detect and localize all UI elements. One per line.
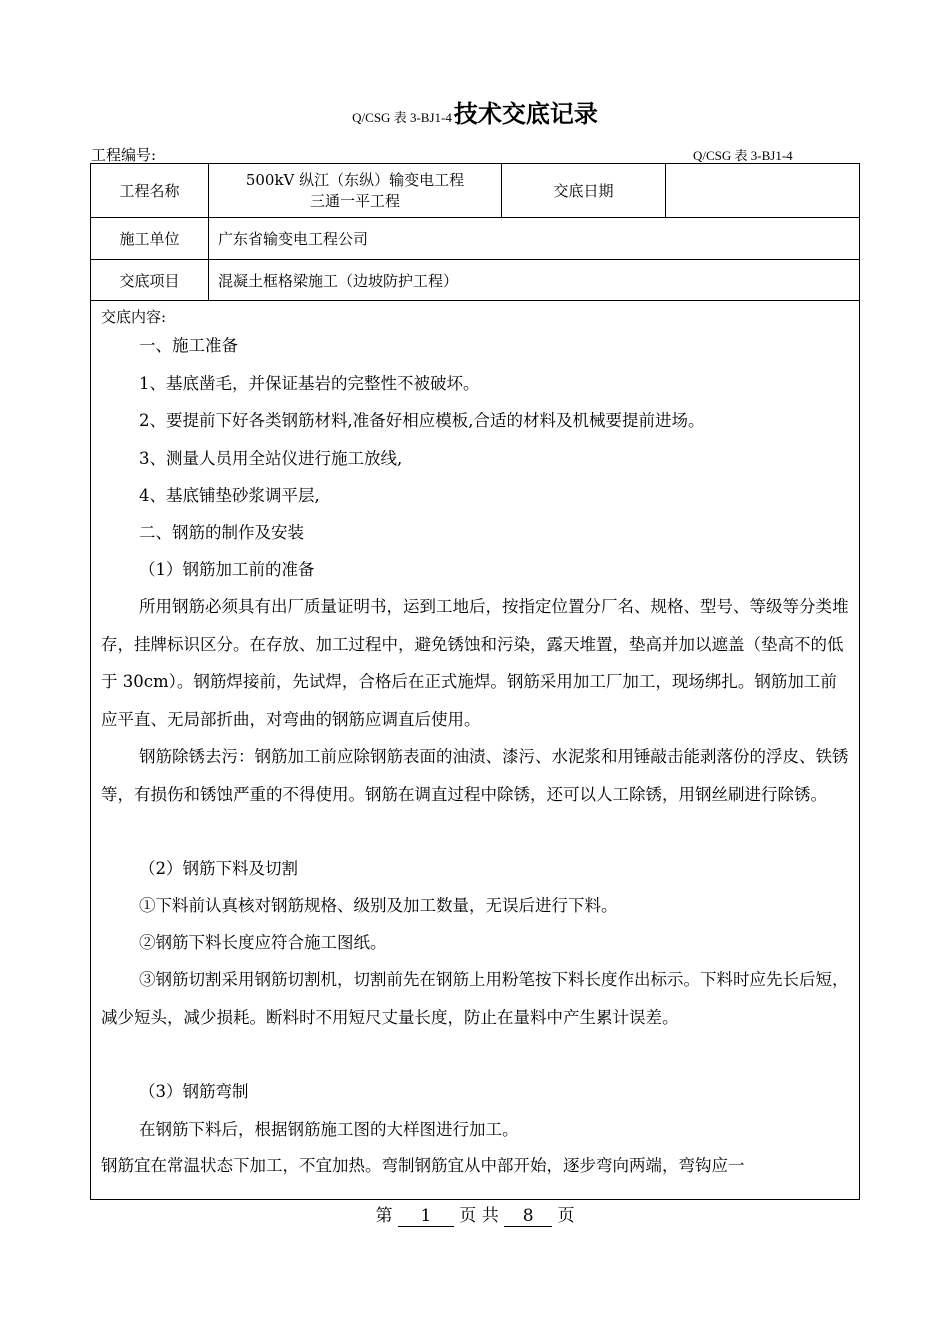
section-heading: 一、施工准备 <box>139 336 238 355</box>
content-paragraph: ①下料前认真核对钢筋规格、级别及加工数量，无误后进行下料。 <box>139 896 618 915</box>
subsection-heading: （2）钢筋下料及切割 <box>139 859 298 878</box>
page-prefix: 第 <box>375 1206 393 1226</box>
subsection-heading: （1）钢筋加工前的准备 <box>139 560 315 579</box>
project-name-line1: 500kV 纵江（东纵）输变电工程 <box>245 170 465 189</box>
briefing-item-value: 混凝土框格梁施工（边坡防护工程） <box>218 271 459 290</box>
form-code: Q/CSG 表 3-BJ1-4 <box>352 110 452 125</box>
content-paragraph: ③钢筋切割采用钢筋切割机，切割前先在钢筋上用粉笔按下料长度作出标示。下料时应先长后短，减少短头，减少损耗。断料时不用短尺丈量长度，防止在量料中产生累计误差。 <box>101 970 849 1027</box>
form-code-right: Q/CSG 表 3-BJ1-4 <box>693 148 793 163</box>
total-pages: 8 <box>504 1206 552 1227</box>
content-paragraph: 4、基底铺垫砂浆调平层, <box>139 486 320 505</box>
content-paragraph: 2、要提前下好各类钢筋材料,准备好相应模板,合适的材料及机械要提前进场。 <box>139 411 705 430</box>
content-paragraph: 所用钢筋必须具有出厂质量证明书，运到工地后，按指定位置分厂名、规格、型号、等级等分类堆存，挂牌标识区分。在存放、加工过程中，避免锈蚀和污染，露天堆置，垫高并加以遮盖（垫高不的低于 30cm）。钢筋焊接前，先试焊，合格后在正式施焊。钢筋采用加工厂加工，现场绑扎。钢筋加工前应平直、无局部折曲，对弯曲的钢筋应调直后使用。 <box>101 597 849 729</box>
project-number-label: 工程编号: <box>91 146 157 164</box>
project-name-line2: 三通一平工程 <box>309 191 400 210</box>
briefing-item-label: 交底项目 <box>119 271 180 290</box>
date-value <box>666 164 859 217</box>
date-label: 交底日期 <box>553 182 614 200</box>
content-paragraph: 钢筋宜在常温状态下加工，不宜加热。弯制钢筋宜从中部开始，逐步弯向两端，弯钩应一 <box>101 1156 745 1175</box>
current-page: 1 <box>398 1206 454 1227</box>
record-form <box>90 163 860 1200</box>
construction-unit-label: 施工单位 <box>119 230 180 248</box>
row-divider <box>91 300 859 301</box>
document-header <box>0 94 950 129</box>
page-suffix: 页 <box>557 1206 575 1226</box>
content-paragraph: 1、基底凿毛，并保证基岩的完整性不被破坏。 <box>139 374 480 393</box>
page-middle: 页 共 <box>459 1206 499 1226</box>
content-label: 交底内容: <box>101 308 167 326</box>
construction-unit-value: 广东省输变电工程公司 <box>218 230 369 248</box>
content-paragraph: 钢筋除锈去污：钢筋加工前应除钢筋表面的油渍、漆污、水泥浆和用锤敲击能剥落份的浮皮、铁锈等，有损伤和锈蚀严重的不得使用。钢筋在调直过程中除锈，还可以人工除锈，用钢丝刷进行除锈。 <box>101 747 849 804</box>
project-name-value <box>209 164 501 217</box>
content-paragraph: 在钢筋下料后，根据钢筋施工图的大样图进行加工。 <box>139 1120 519 1139</box>
section-heading: 二、钢筋的制作及安装 <box>139 523 304 542</box>
page-footer <box>0 1201 950 1227</box>
project-name-label: 工程名称 <box>119 182 180 200</box>
subsection-heading: （3）钢筋弯制 <box>139 1082 249 1101</box>
content-paragraph: 3、测量人员用全站仪进行施工放线, <box>139 449 403 468</box>
document-title: 技术交底记录 <box>453 100 598 128</box>
content-paragraph: ②钢筋下料长度应符合施工图纸。 <box>139 933 387 952</box>
